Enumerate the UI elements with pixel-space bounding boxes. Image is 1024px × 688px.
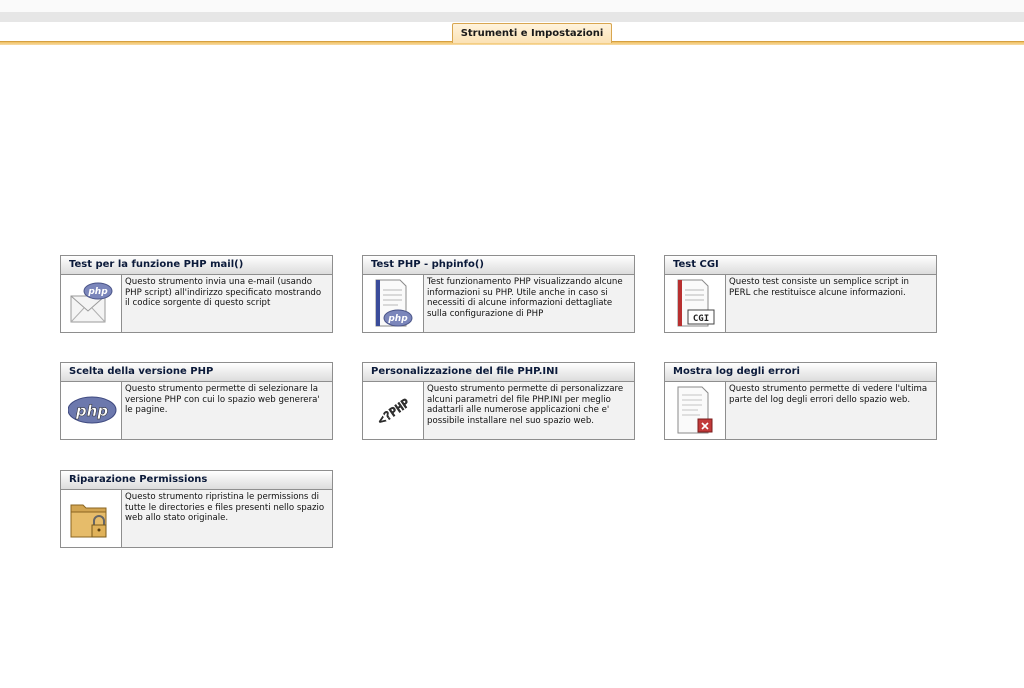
top-bar [0, 0, 1024, 12]
svg-text:php: php [88, 287, 108, 297]
tool-description: Questo strumento ripristina le permissions di tutte le directories e files presenti nello spazio web allo stato originale. [122, 490, 332, 547]
svg-text:CGI: CGI [692, 314, 710, 324]
phpinfo-document-icon[interactable] [363, 275, 424, 332]
tool-description: Questo test consiste un semplice script in PERL che restituisce alcune informazioni. [726, 275, 936, 332]
tool-title[interactable]: Personalizzazione del file PHP.INI [363, 363, 634, 382]
tool-description: Test funzionamento PHP visualizzando alcune informazioni su PHP. Utile anche in caso si necessiti di alcune informazioni dettagliate sulla configurazione di PHP [424, 275, 634, 332]
top-bar-strip [0, 12, 1024, 22]
svg-text:<?PHP: <?PHP [374, 395, 413, 428]
tool-title[interactable]: Test CGI [665, 256, 936, 275]
tool-php-version[interactable] [60, 362, 333, 440]
php-mail-icon[interactable] [61, 275, 122, 332]
tool-permissions-repair[interactable] [60, 470, 333, 548]
tool-php-ini[interactable] [362, 362, 635, 440]
svg-text:php: php [388, 314, 408, 324]
php-ini-icon[interactable] [363, 382, 424, 439]
tool-description: Questo strumento invia una e-mail (usando PHP script) all'indirizzo specificato mostrando il codice sorgente di questo script [122, 275, 332, 332]
tool-cgi-test[interactable] [664, 255, 937, 333]
tool-error-log[interactable] [664, 362, 937, 440]
tab-strumenti-impostazioni[interactable]: Strumenti e Impostazioni [452, 23, 612, 43]
tool-phpinfo-test[interactable] [362, 255, 635, 333]
error-log-icon[interactable] [665, 382, 726, 439]
tool-title[interactable]: Test per la funzione PHP mail() [61, 256, 332, 275]
tool-description: Questo strumento permette di personalizzare alcuni parametri del file PHP.INI per meglio adattarli alle numerose applicazioni che e' possibile installare nel suo spazio web. [424, 382, 634, 439]
tool-description: Questo strumento permette di vedere l'ultima parte del log degli errori dello spazio web. [726, 382, 936, 439]
tool-title[interactable]: Scelta della versione PHP [61, 363, 332, 382]
php-logo-icon[interactable] [61, 382, 122, 439]
tool-title[interactable]: Mostra log degli errori [665, 363, 936, 382]
tool-description: Questo strumento permette di selezionare la versione PHP con cui lo spazio web generera' le pagine. [122, 382, 332, 439]
tool-title[interactable]: Riparazione Permissions [61, 471, 332, 490]
locked-folder-icon[interactable] [61, 490, 122, 547]
tool-title[interactable]: Test PHP - phpinfo() [363, 256, 634, 275]
tool-php-mail-test[interactable] [60, 255, 333, 333]
cgi-document-icon[interactable] [665, 275, 726, 332]
svg-text:php: php [75, 402, 109, 420]
